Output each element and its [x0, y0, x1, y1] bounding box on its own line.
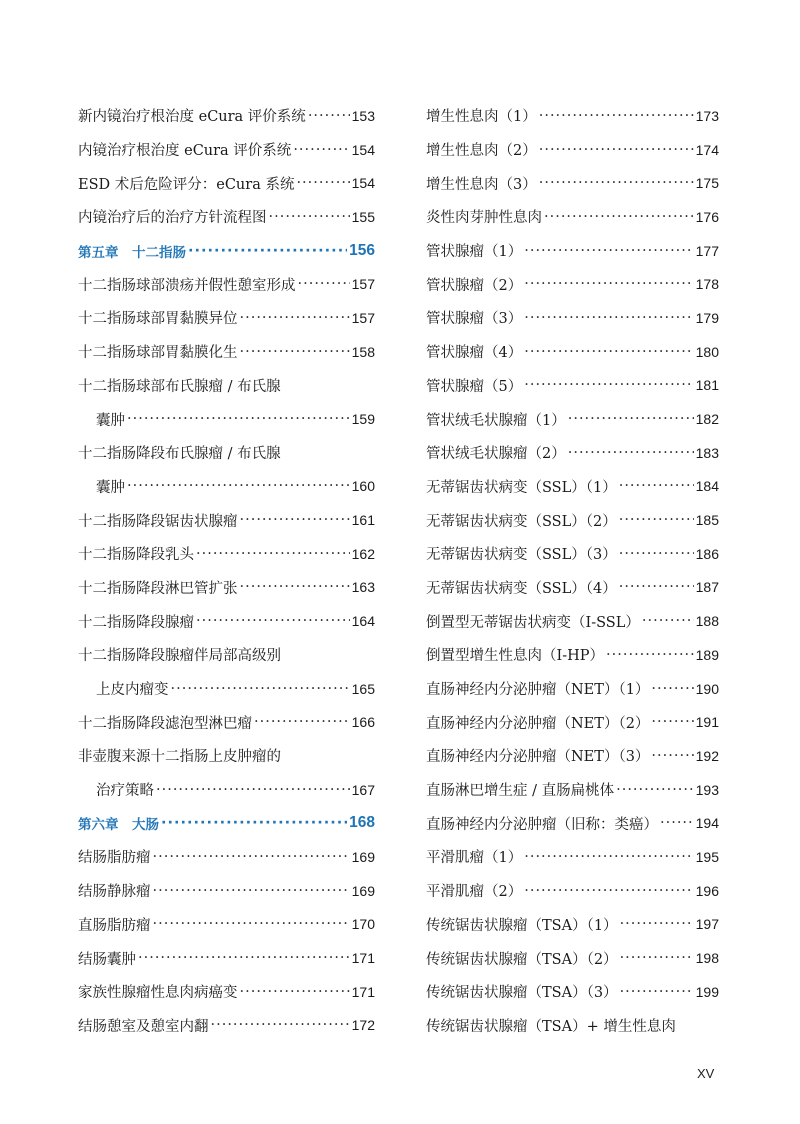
toc-entry-page: 177 [695, 242, 719, 259]
toc-entry-page: 163 [351, 579, 375, 596]
dot-leader [651, 748, 693, 764]
dot-leader [153, 849, 350, 865]
dot-leader [293, 142, 349, 158]
toc-entry-title: 内镜治疗根治度 eCura 评价系统 [78, 143, 292, 160]
toc-entry[interactable] [78, 402, 375, 436]
toc-entry-title: 倒置型无蒂锯齿状病变（I-SSL） [426, 614, 640, 631]
toc-entry-page: 181 [695, 377, 719, 394]
toc-entry[interactable] [426, 975, 719, 1009]
toc-entry-title: 管状腺瘤（5） [426, 378, 523, 395]
toc-entry-title: 平滑肌瘤（1） [426, 850, 523, 867]
toc-entry-title: 管状腺瘤（3） [426, 311, 523, 328]
dot-leader [620, 916, 694, 932]
dot-leader [240, 512, 350, 528]
toc-entry[interactable] [426, 470, 719, 504]
dot-leader [138, 950, 350, 966]
toc-entry-title: 直肠神经内分泌肿瘤（旧称：类癌） [426, 816, 658, 833]
toc-entry-page: 170 [351, 916, 375, 933]
toc-entry-page: 190 [695, 680, 719, 697]
dot-leader [524, 849, 693, 865]
toc-entry[interactable] [78, 537, 375, 571]
toc-entry[interactable] [78, 874, 375, 908]
toc-entry-page: 196 [695, 882, 719, 899]
dot-leader [254, 714, 350, 730]
toc-entry[interactable] [426, 402, 719, 436]
toc-entry[interactable] [78, 335, 375, 369]
toc-entry[interactable] [78, 436, 375, 470]
toc-entry-page: 187 [695, 579, 719, 596]
dot-leader [524, 344, 693, 360]
toc-entry-title: 治疗策略 [96, 783, 154, 800]
toc-entry-title: 传统锯齿状腺瘤（TSA）（2） [426, 951, 618, 968]
dot-leader [153, 883, 350, 899]
toc-entry[interactable] [426, 335, 719, 369]
dot-leader [539, 108, 694, 124]
toc-entry-page: 188 [695, 613, 719, 630]
toc-entry[interactable] [426, 672, 719, 706]
toc-entry-page: 182 [695, 411, 719, 428]
toc-entry[interactable] [426, 503, 719, 537]
toc-entry-title: 倒置型增生性息肉（I-HP） [426, 648, 605, 665]
dot-leader [196, 546, 350, 562]
dot-leader [660, 815, 694, 831]
toc-entry[interactable] [426, 638, 719, 672]
toc-entry[interactable] [426, 705, 719, 739]
toc-entry-page: 175 [695, 175, 719, 192]
toc-entry-page: 194 [695, 815, 719, 832]
dot-leader [524, 883, 693, 899]
dot-leader [524, 310, 693, 326]
toc-entry-page: 154 [351, 141, 375, 158]
dot-leader [171, 681, 350, 697]
toc-entry[interactable] [426, 234, 719, 268]
toc-entry-title: 结肠脂肪瘤 [78, 850, 151, 867]
toc-entry-title: 管状绒毛状腺瘤（1） [426, 412, 566, 429]
dot-leader [620, 950, 694, 966]
toc-entry-page: 199 [695, 983, 719, 1000]
dot-leader [127, 478, 350, 494]
toc-entry-title: 无蒂锯齿状病变（SSL）（1） [426, 479, 617, 496]
toc-entry[interactable] [78, 773, 375, 807]
toc-entry[interactable] [78, 267, 375, 301]
dot-leader [539, 142, 694, 158]
toc-entry-title: 无蒂锯齿状病变（SSL）（3） [426, 547, 617, 564]
toc-entry-title: 直肠脂肪瘤 [78, 917, 151, 934]
toc-entry[interactable] [78, 503, 375, 537]
toc-entry[interactable] [426, 1009, 719, 1043]
toc-entry-title: 直肠神经内分泌肿瘤（NET）（2） [426, 715, 650, 732]
toc-entry-title: 直肠神经内分泌肿瘤（NET）（1） [426, 682, 650, 699]
toc-entry[interactable] [78, 200, 375, 234]
toc-entry-title: 结肠囊肿 [78, 951, 136, 968]
toc-entry-page: 157 [351, 276, 375, 293]
dot-leader [642, 613, 694, 629]
toc-entry-title: 传统锯齿状腺瘤（TSA）（3） [426, 985, 618, 1002]
dot-leader [196, 613, 350, 629]
toc-entry-page: 155 [351, 208, 375, 225]
toc-entry[interactable] [78, 470, 375, 504]
toc-entry-title: 十二指肠降段乳头 [78, 547, 194, 564]
toc-entry[interactable] [78, 705, 375, 739]
toc-entry[interactable] [78, 166, 375, 200]
toc-entry-page: 176 [695, 208, 719, 225]
dot-leader [524, 276, 693, 292]
toc-entry-page: 159 [351, 411, 375, 428]
toc-entry[interactable] [426, 773, 719, 807]
toc-entry-title: 管状腺瘤（1） [426, 244, 523, 261]
dot-leader [156, 782, 350, 798]
toc-entry-title: 直肠神经内分泌肿瘤（NET）（3） [426, 749, 650, 766]
toc-entry-page: 174 [695, 141, 719, 158]
dot-leader [240, 984, 350, 1000]
toc-entry-page: 169 [351, 882, 375, 899]
page-number: XV [697, 1066, 715, 1081]
toc-entry-title: 第六章 大肠 [78, 817, 159, 834]
toc-entry[interactable] [78, 369, 375, 403]
toc-entry-page: 165 [351, 680, 375, 697]
toc-entry-title: 增生性息肉（1） [426, 109, 537, 126]
dot-leader [211, 1017, 350, 1033]
toc-entry-page: 186 [695, 545, 719, 562]
toc-entry[interactable] [426, 840, 719, 874]
dot-leader [651, 714, 693, 730]
toc-entry[interactable] [78, 133, 375, 167]
toc-entry-title: 传统锯齿状腺瘤（TSA）+ 增生性息肉 [426, 1018, 676, 1035]
toc-entry[interactable] [426, 604, 719, 638]
toc-entry-page: 171 [351, 950, 375, 967]
toc-entry-page: 185 [695, 512, 719, 529]
toc-entry[interactable] [426, 99, 719, 133]
toc-entry-page: 168 [349, 814, 375, 832]
toc-entry[interactable] [78, 604, 375, 638]
toc-entry[interactable] [426, 369, 719, 403]
toc-entry-page: 161 [351, 512, 375, 529]
dot-leader [620, 984, 694, 1000]
toc-entry[interactable] [426, 739, 719, 773]
toc-entry-title: 十二指肠球部胃黏膜化生 [78, 345, 238, 362]
toc-entry[interactable] [78, 672, 375, 706]
toc-entry-title: 十二指肠球部胃黏膜异位 [78, 311, 238, 328]
dot-leader [240, 579, 350, 595]
toc-entry-page: 191 [695, 714, 719, 731]
toc-entry-page: 192 [695, 747, 719, 764]
toc-entry-title: 无蒂锯齿状病变（SSL）（4） [426, 580, 617, 597]
chapter-heading[interactable] [78, 806, 375, 840]
dot-leader [524, 243, 693, 259]
toc-entry-page: 164 [351, 613, 375, 630]
toc-entry-page: 180 [695, 343, 719, 360]
toc-entry-title: 十二指肠降段腺瘤伴局部高级别 [78, 648, 281, 665]
toc-entry-title: 管状腺瘤（4） [426, 345, 523, 362]
toc-entry-page: 157 [351, 309, 375, 326]
dot-leader [240, 310, 350, 326]
toc-entry-page: 173 [695, 107, 719, 124]
toc-entry-title: 十二指肠降段滤泡型淋巴瘤 [78, 715, 252, 732]
dot-leader [188, 243, 347, 259]
toc-entry-title: 第五章 十二指肠 [78, 244, 186, 261]
toc-entry-page: 197 [695, 916, 719, 933]
toc-entry-title: 十二指肠球部布氏腺瘤 / 布氏腺 [78, 378, 281, 395]
chapter-heading[interactable] [78, 234, 375, 268]
dot-leader [524, 377, 693, 393]
toc-entry[interactable] [426, 806, 719, 840]
toc-entry-page: 193 [695, 781, 719, 798]
toc-entry[interactable] [426, 571, 719, 605]
toc-entry[interactable] [426, 133, 719, 167]
toc-entry[interactable] [78, 638, 375, 672]
toc-entry-title: 增生性息肉（3） [426, 176, 537, 193]
toc-entry-title: 管状腺瘤（2） [426, 277, 523, 294]
toc-entry[interactable] [78, 1009, 375, 1043]
toc-entry-title: 无蒂锯齿状病变（SSL）（2） [426, 513, 617, 530]
toc-entry-title: 管状绒毛状腺瘤（2） [426, 446, 566, 463]
dot-leader [568, 445, 694, 461]
toc-entry-title: 结肠憩室及憩室内翻 [78, 1018, 209, 1035]
toc-entry-title: 直肠淋巴增生症 / 直肠扁桃体 [426, 783, 615, 800]
toc-entry-title: 十二指肠降段锯齿状腺瘤 [78, 513, 238, 530]
toc-entry-page: 171 [351, 983, 375, 1000]
toc-column-left [78, 99, 375, 1042]
toc-entry[interactable] [426, 267, 719, 301]
dot-leader [606, 647, 694, 663]
toc-entry-page: 156 [349, 241, 375, 259]
dot-leader [544, 209, 694, 225]
dot-leader [296, 175, 349, 191]
toc-entry-title: 内镜治疗后的治疗方针流程图 [78, 210, 267, 227]
toc-entry[interactable] [426, 874, 719, 908]
toc-entry[interactable] [426, 537, 719, 571]
toc-entry[interactable] [78, 739, 375, 773]
toc-entry-page: 162 [351, 545, 375, 562]
toc-entry-page: 179 [695, 309, 719, 326]
dot-leader [308, 108, 350, 124]
dot-leader [161, 815, 347, 831]
toc-entry-title: 十二指肠降段布氏腺瘤 / 布氏腺 [78, 446, 281, 463]
toc-entry-title: 增生性息肉（2） [426, 143, 537, 160]
dot-leader [298, 276, 350, 292]
dot-leader [651, 681, 693, 697]
dot-leader [240, 344, 350, 360]
toc-entry-page: 167 [351, 781, 375, 798]
toc-entry-title: 十二指肠降段腺瘤 [78, 614, 194, 631]
toc-entry[interactable] [426, 166, 719, 200]
toc-entry[interactable] [426, 200, 719, 234]
toc-entry[interactable] [78, 908, 375, 942]
toc-entry-page: 154 [351, 175, 375, 192]
toc-entry[interactable] [78, 99, 375, 133]
dot-leader [127, 411, 350, 427]
toc-entry-page: 195 [695, 848, 719, 865]
toc-entry[interactable] [78, 975, 375, 1009]
toc-entry[interactable] [78, 840, 375, 874]
dot-leader [619, 546, 694, 562]
toc-entry[interactable] [78, 571, 375, 605]
toc-entry[interactable] [426, 908, 719, 942]
toc-entry-title: 十二指肠降段淋巴管扩张 [78, 580, 238, 597]
toc-entry-page: 172 [351, 1017, 375, 1034]
toc-entry-title: ESD 术后危险评分：eCura 系统 [78, 176, 295, 193]
toc-entry-title: 上皮内瘤变 [96, 682, 169, 699]
toc-entry-page: 169 [351, 848, 375, 865]
toc-entry-title: 结肠静脉瘤 [78, 884, 151, 901]
toc-entry-title: 十二指肠球部溃疡并假性憩室形成 [78, 277, 296, 294]
toc-entry-page: 198 [695, 950, 719, 967]
toc-entry-page: 160 [351, 478, 375, 495]
toc-entry-page: 189 [695, 646, 719, 663]
toc-entry-title: 囊肿 [96, 412, 125, 429]
toc-column-right [426, 99, 719, 1042]
dot-leader [568, 411, 694, 427]
toc-entry-title: 平滑肌瘤（2） [426, 884, 523, 901]
toc-entry[interactable] [78, 941, 375, 975]
toc-entry-page: 166 [351, 714, 375, 731]
dot-leader [616, 782, 694, 798]
dot-leader [539, 175, 694, 191]
toc-entry-title: 非壶腹来源十二指肠上皮肿瘤的 [78, 749, 281, 766]
toc-entry-page: 178 [695, 276, 719, 293]
toc-entry-page: 184 [695, 478, 719, 495]
dot-leader [153, 916, 350, 932]
toc-entry-title: 炎性肉芽肿性息肉 [426, 210, 542, 227]
dot-leader [269, 209, 350, 225]
toc-entry[interactable] [78, 301, 375, 335]
toc-entry-page: 153 [351, 107, 375, 124]
toc-entry[interactable] [426, 941, 719, 975]
toc-entry-title: 新内镜治疗根治度 eCura 评价系统 [78, 109, 306, 126]
toc-entry-title: 传统锯齿状腺瘤（TSA）（1） [426, 917, 618, 934]
dot-leader [619, 478, 694, 494]
dot-leader [619, 512, 694, 528]
toc-entry-page: 158 [351, 343, 375, 360]
toc-entry-page: 183 [695, 444, 719, 461]
toc-entry-title: 家族性腺瘤性息肉病癌变 [78, 985, 238, 1002]
toc-entry[interactable] [426, 436, 719, 470]
toc-entry-title: 囊肿 [96, 479, 125, 496]
toc-entry[interactable] [426, 301, 719, 335]
dot-leader [619, 579, 694, 595]
